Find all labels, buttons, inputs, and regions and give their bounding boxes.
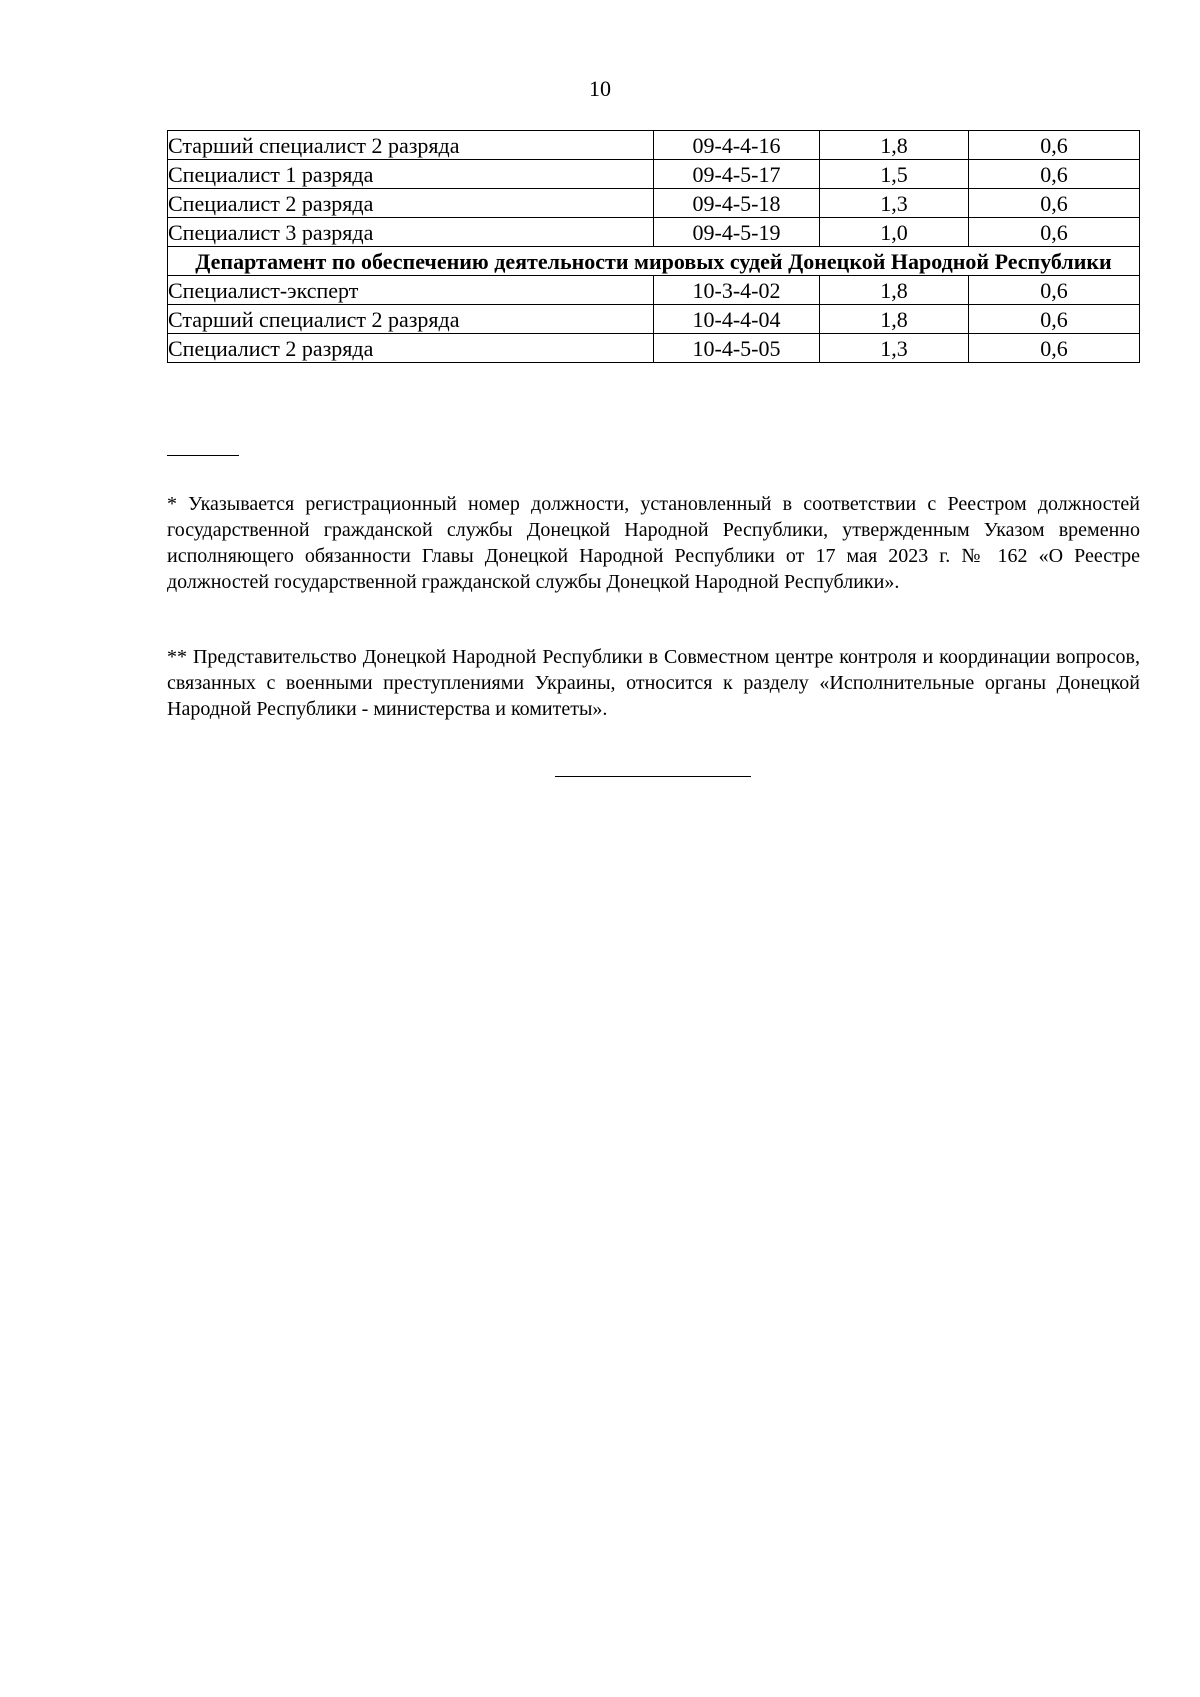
position-code: 09-4-5-18	[654, 189, 820, 218]
table-row	[168, 276, 1140, 305]
position-code: 10-4-5-05	[654, 334, 820, 363]
coefficient-2: 0,6	[969, 189, 1140, 218]
table-row	[168, 160, 1140, 189]
position-code: 09-4-4-16	[654, 131, 820, 160]
coefficient-2: 0,6	[969, 305, 1140, 334]
coefficient-1: 1,8	[820, 276, 969, 305]
coefficient-2: 0,6	[969, 276, 1140, 305]
position-name: Специалист 2 разряда	[168, 334, 654, 363]
position-name: Специалист 3 разряда	[168, 218, 654, 247]
department-heading: Департамент по обеспечению деятельности мировых судей Донецкой Народной Республики	[168, 247, 1140, 276]
coefficient-1: 1,5	[820, 160, 969, 189]
position-name: Старший специалист 2 разряда	[168, 305, 654, 334]
table-row	[168, 334, 1140, 363]
table-row	[168, 305, 1140, 334]
position-name: Специалист-эксперт	[168, 276, 654, 305]
table-row	[168, 189, 1140, 218]
coefficient-1: 1,0	[820, 218, 969, 247]
coefficient-2: 0,6	[969, 218, 1140, 247]
end-of-document-line	[555, 776, 751, 777]
coefficient-2: 0,6	[969, 131, 1140, 160]
coefficient-1: 1,8	[820, 305, 969, 334]
footnote-separator	[167, 455, 239, 456]
coefficient-1: 1,3	[820, 189, 969, 218]
position-name: Старший специалист 2 разряда	[168, 131, 654, 160]
position-name: Специалист 2 разряда	[168, 189, 654, 218]
position-code: 10-4-4-04	[654, 305, 820, 334]
position-code: 09-4-5-17	[654, 160, 820, 189]
coefficient-1: 1,3	[820, 334, 969, 363]
table-row	[168, 218, 1140, 247]
footnote-1: * Указывается регистрационный номер должности, установленный в соответствии с Реестром должностей государственной гражданской службы Донецкой Народной Республики, утвержденным Указом временно исполняющего обязанности Главы Донецкой Народной Республики от 17 мая 2023 г. № 162 «О Реестре должностей государственной гражданской службы Донецкой Народной Республики».	[167, 493, 1140, 593]
table-row	[168, 131, 1140, 160]
position-name: Специалист 1 разряда	[168, 160, 654, 189]
page-number: 10	[589, 76, 611, 101]
department-row	[168, 247, 1140, 276]
position-code: 10-3-4-02	[654, 276, 820, 305]
coefficient-1: 1,8	[820, 131, 969, 160]
positions-table	[167, 130, 1140, 363]
position-code: 09-4-5-19	[654, 218, 820, 247]
coefficient-2: 0,6	[969, 334, 1140, 363]
footnote-2: ** Представительство Донецкой Народной Республики в Совместном центре контроля и координации вопросов, связанных с военными преступлениями Украины, относится к разделу «Исполнительные органы Донецкой Народной Республики - министерства и комитеты».	[167, 646, 1140, 720]
coefficient-2: 0,6	[969, 160, 1140, 189]
